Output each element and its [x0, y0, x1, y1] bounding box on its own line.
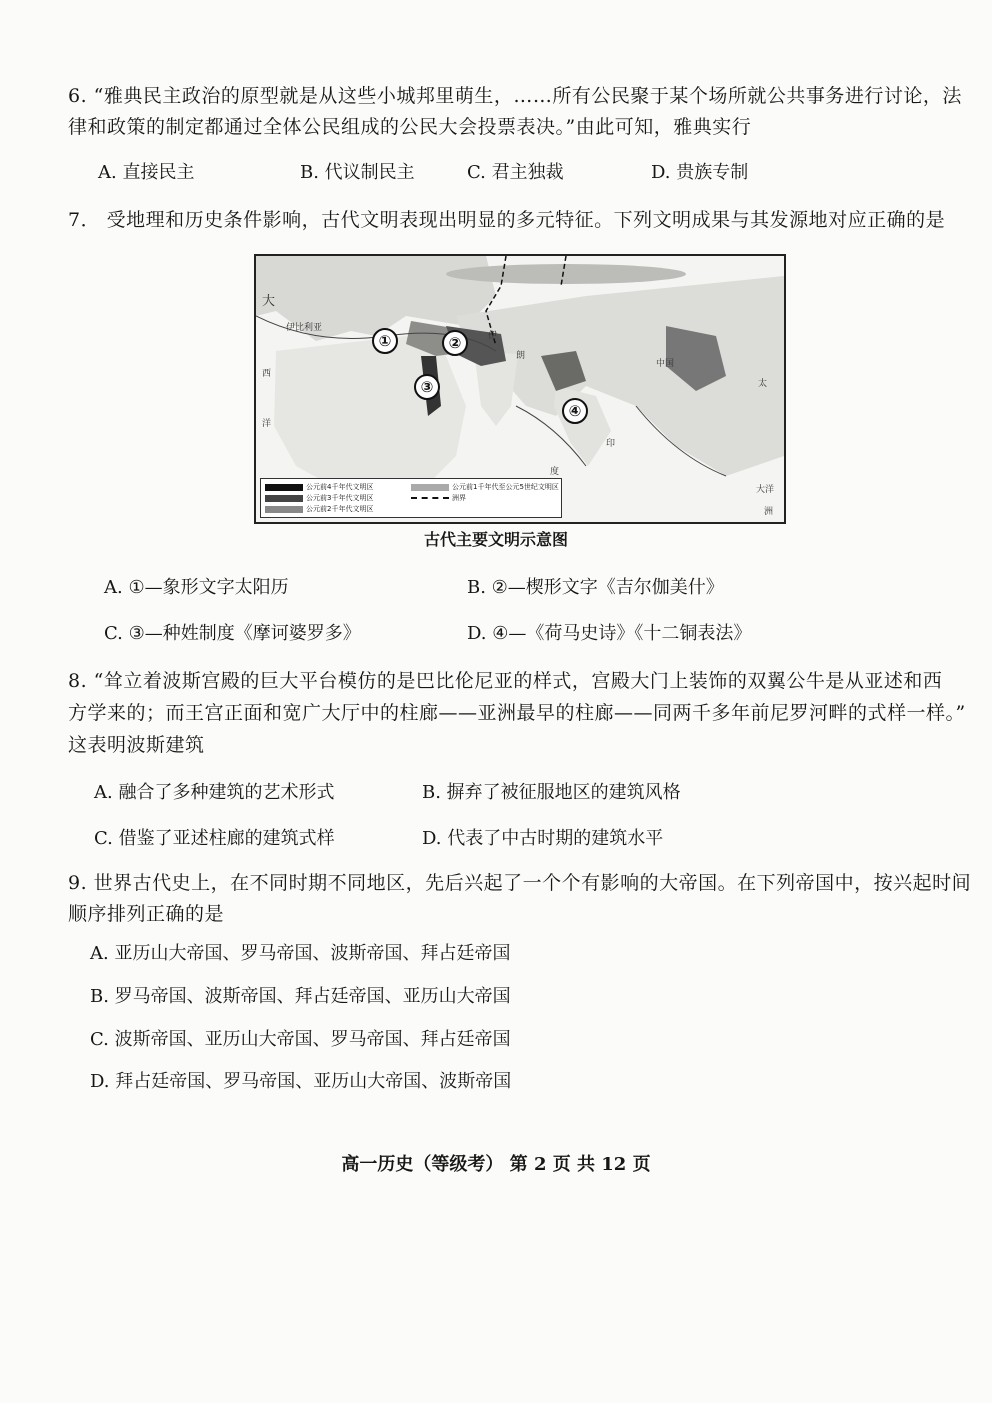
q9-stem-line2: 顺序排列正确的是	[68, 903, 225, 925]
q9-option-c[interactable]: C. 波斯帝国、亚历山大帝国、罗马帝国、拜占廷帝国	[90, 1029, 511, 1050]
q8-stem-line1: 8. “耸立着波斯宫殿的巨大平台模仿的是巴比伦尼亚的样式，宫殿大门上装饰的双翼公牛是从亚述和西	[68, 670, 943, 692]
map-marker-2: ②	[442, 330, 468, 356]
legend-item: 公元前2千年代文明区	[265, 504, 373, 514]
q7-option-d[interactable]: D. ④—《荷马史诗》《十二铜表法》	[467, 623, 752, 644]
map-label-dayang: 大洋	[756, 485, 775, 495]
map-caption: 古代主要文明示意图	[423, 530, 568, 549]
map-marker-1: ①	[372, 328, 398, 354]
q7-stem: 7． 受地理和历史条件影响，古代文明表现出明显的多元特征。下列文明成果与其发源地对应正确的是	[68, 209, 946, 231]
africa-landmass	[274, 336, 466, 496]
q6-option-d[interactable]: D. 贵族专制	[651, 162, 749, 183]
map-marker-3: ③	[414, 374, 440, 400]
q6-stem-line1: 6. “雅典民主政治的原型就是从这些小城邦里萌生，……所有公民聚于某个场所就公共事务进行讨论，法	[68, 85, 962, 107]
q8-option-c[interactable]: C. 借鉴了亚述柱廊的建筑式样	[94, 828, 335, 849]
q6-option-b[interactable]: B. 代议制民主	[300, 162, 415, 183]
q7-option-c[interactable]: C. ③—种姓制度《摩诃婆罗多》	[104, 623, 361, 644]
civilization-map	[254, 254, 786, 524]
map-label-zhou: 洲	[764, 507, 774, 517]
map-label-da: 大	[262, 294, 276, 309]
india-landmass	[554, 386, 611, 466]
page-footer: 高一历史（等级考） 第 2 页 共 12 页	[341, 1154, 651, 1175]
q7-option-b[interactable]: B. ②—楔形文字《吉尔伽美什》	[467, 577, 724, 598]
map-label-lang: 朗	[516, 351, 526, 361]
legend-item: 公元前4千年代文明区	[265, 482, 373, 492]
steppe-region	[446, 264, 686, 284]
map-label-tai: 太	[758, 379, 768, 389]
map-label-xi: 西	[262, 369, 272, 379]
q9-option-a[interactable]: A. 亚历山大帝国、罗马帝国、波斯帝国、拜占廷帝国	[90, 943, 511, 964]
map-label-du: 度	[550, 467, 560, 477]
q6-stem-line2: 律和政策的制定都通过全体公民组成的公民大会投票表决。”由此可知，雅典实行	[68, 116, 752, 138]
q6-option-c[interactable]: C. 君主独裁	[467, 162, 564, 183]
legend-item: 洲界	[411, 493, 466, 503]
q7-option-a[interactable]: A. ①—象形文字太阳历	[104, 577, 289, 598]
q8-option-d[interactable]: D. 代表了中古时期的建筑水平	[422, 828, 664, 849]
q9-option-d[interactable]: D. 拜占廷帝国、罗马帝国、亚历山大帝国、波斯帝国	[90, 1071, 512, 1092]
map-label-yang: 洋	[262, 419, 272, 429]
map-label-china: 中国	[656, 359, 675, 369]
q8-stem-line2: 方学来的；而王宫正面和宽广大厅中的柱廊——亚洲最早的柱廊——同两千多年前尼罗河畔的式样一样。”	[68, 702, 966, 724]
legend-item: 公元前1千年代至公元5世纪文明区	[411, 482, 559, 492]
q9-stem-line1: 9. 世界古代史上，在不同时期不同地区，先后兴起了一个个有影响的大帝国。在下列帝国中，按兴起时间	[68, 872, 972, 894]
q8-option-b[interactable]: B. 摒弃了被征服地区的建筑风格	[422, 782, 681, 803]
q6-option-a[interactable]: A. 直接民主	[98, 162, 195, 183]
map-label-iberia: 伊比利亚	[286, 323, 323, 333]
q8-option-a[interactable]: A. 融合了多种建筑的艺术形式	[94, 782, 335, 803]
map-marker-4: ④	[562, 398, 588, 424]
map-legend	[260, 478, 562, 518]
q8-stem-line3: 这表明波斯建筑	[68, 734, 205, 756]
map-label-yi: 伊	[488, 331, 498, 341]
legend-item: 公元前3千年代文明区	[265, 493, 373, 503]
map-label-yin: 印	[606, 439, 616, 449]
q9-option-b[interactable]: B. 罗马帝国、波斯帝国、拜占廷帝国、亚历山大帝国	[90, 986, 511, 1007]
